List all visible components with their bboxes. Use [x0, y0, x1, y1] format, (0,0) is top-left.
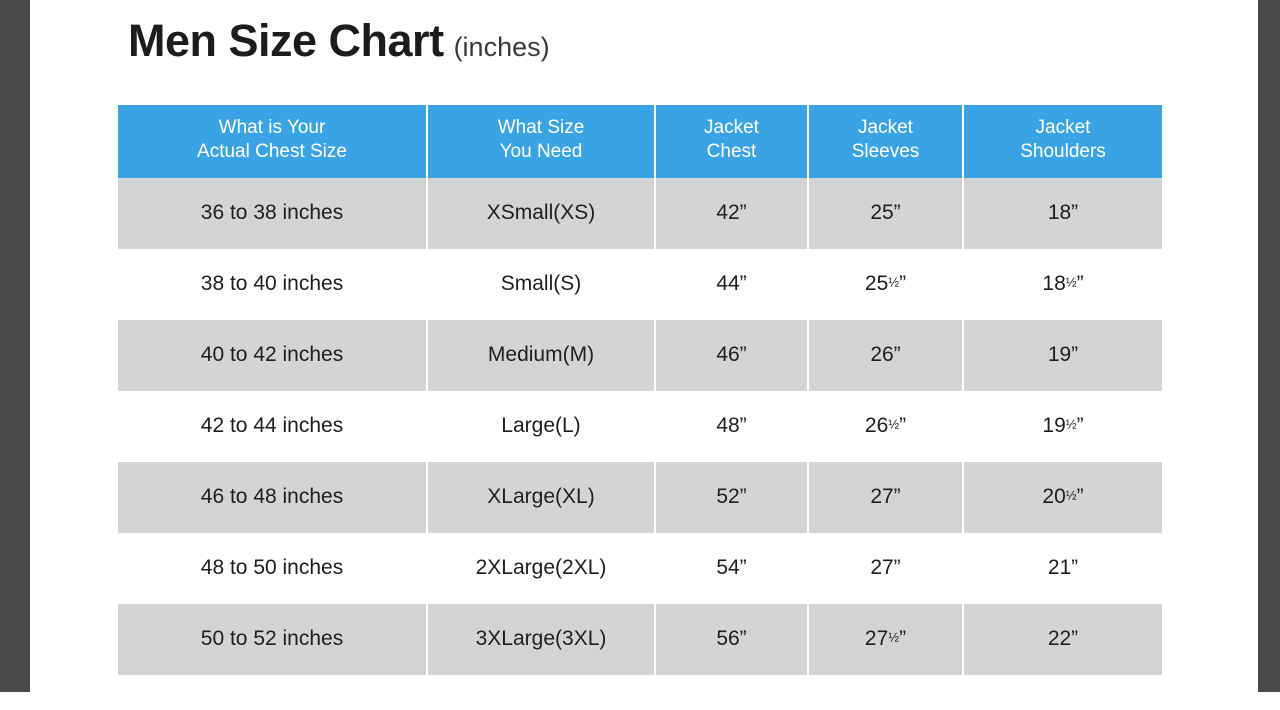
chart-sheet: [30, 0, 1258, 692]
column-header-jacket-shoulders: [964, 105, 1162, 178]
column-header-jacket-sleeves: [809, 105, 964, 178]
page-title-unit: (inches): [453, 32, 550, 62]
table-row: [118, 249, 1162, 320]
table-row: [118, 533, 1162, 604]
cell-jacket-chest: 42”: [656, 178, 809, 249]
column-header-line-1: Jacket: [1035, 117, 1091, 138]
column-header-line-2: Shoulders: [1020, 141, 1106, 163]
bottom-strip: [0, 692, 1280, 710]
table-header-row: [118, 105, 1162, 178]
column-header-jacket-chest: [656, 105, 809, 178]
cell-size: Medium(M): [428, 320, 656, 391]
table-body: [118, 178, 1162, 675]
cell-jacket-shoulders: 21”: [964, 533, 1162, 604]
cell-jacket-sleeves: 27½”: [809, 604, 964, 675]
column-header-actual-chest-size: [118, 105, 428, 178]
cell-jacket-chest: 46”: [656, 320, 809, 391]
column-header-line-1: What is Your: [218, 117, 326, 138]
page-title-main: Men Size Chart: [128, 15, 444, 66]
column-header-line-1: Jacket: [704, 117, 759, 138]
cell-jacket-sleeves: 25½”: [809, 249, 964, 320]
cell-size: Small(S): [428, 249, 656, 320]
cell-chest-range: 46 to 48 inches: [118, 462, 428, 533]
cell-jacket-sleeves: 27”: [809, 462, 964, 533]
cell-size: Large(L): [428, 391, 656, 462]
cell-jacket-sleeves: 26”: [809, 320, 964, 391]
cell-chest-range: 38 to 40 inches: [118, 249, 428, 320]
cell-jacket-shoulders: 18½”: [964, 249, 1162, 320]
table-row: [118, 178, 1162, 249]
cell-jacket-shoulders: 22”: [964, 604, 1162, 675]
cell-chest-range: 42 to 44 inches: [118, 391, 428, 462]
table-row: [118, 604, 1162, 675]
column-header-line-1: Jacket: [858, 117, 913, 138]
right-gutter: [1258, 0, 1280, 710]
page-title: [128, 15, 550, 66]
cell-jacket-sleeves: 26½”: [809, 391, 964, 462]
column-header-line-2: Actual Chest Size: [197, 141, 347, 163]
cell-chest-range: 40 to 42 inches: [118, 320, 428, 391]
cell-size: XLarge(XL): [428, 462, 656, 533]
cell-jacket-chest: 56”: [656, 604, 809, 675]
cell-jacket-shoulders: 18”: [964, 178, 1162, 249]
table-row: [118, 391, 1162, 462]
column-header-line-1: What Size: [497, 117, 585, 138]
cell-chest-range: 36 to 38 inches: [118, 178, 428, 249]
column-header-line-2: You Need: [499, 141, 583, 163]
cell-chest-range: 50 to 52 inches: [118, 604, 428, 675]
size-chart-table: [118, 105, 1162, 675]
cell-jacket-chest: 52”: [656, 462, 809, 533]
cell-size: XSmall(XS): [428, 178, 656, 249]
cell-jacket-chest: 48”: [656, 391, 809, 462]
cell-size: 3XLarge(3XL): [428, 604, 656, 675]
cell-chest-range: 48 to 50 inches: [118, 533, 428, 604]
cell-jacket-shoulders: 19½”: [964, 391, 1162, 462]
column-header-size-you-need: [428, 105, 656, 178]
cell-jacket-sleeves: 27”: [809, 533, 964, 604]
table-header: [118, 105, 1162, 178]
left-gutter: [0, 0, 30, 710]
cell-size: 2XLarge(2XL): [428, 533, 656, 604]
cell-jacket-chest: 54”: [656, 533, 809, 604]
column-header-line-2: Chest: [706, 141, 757, 163]
table-row: [118, 320, 1162, 391]
cell-jacket-shoulders: 19”: [964, 320, 1162, 391]
cell-jacket-shoulders: 20½”: [964, 462, 1162, 533]
cell-jacket-sleeves: 25”: [809, 178, 964, 249]
cell-jacket-chest: 44”: [656, 249, 809, 320]
table-row: [118, 462, 1162, 533]
column-header-line-2: Sleeves: [851, 141, 920, 163]
